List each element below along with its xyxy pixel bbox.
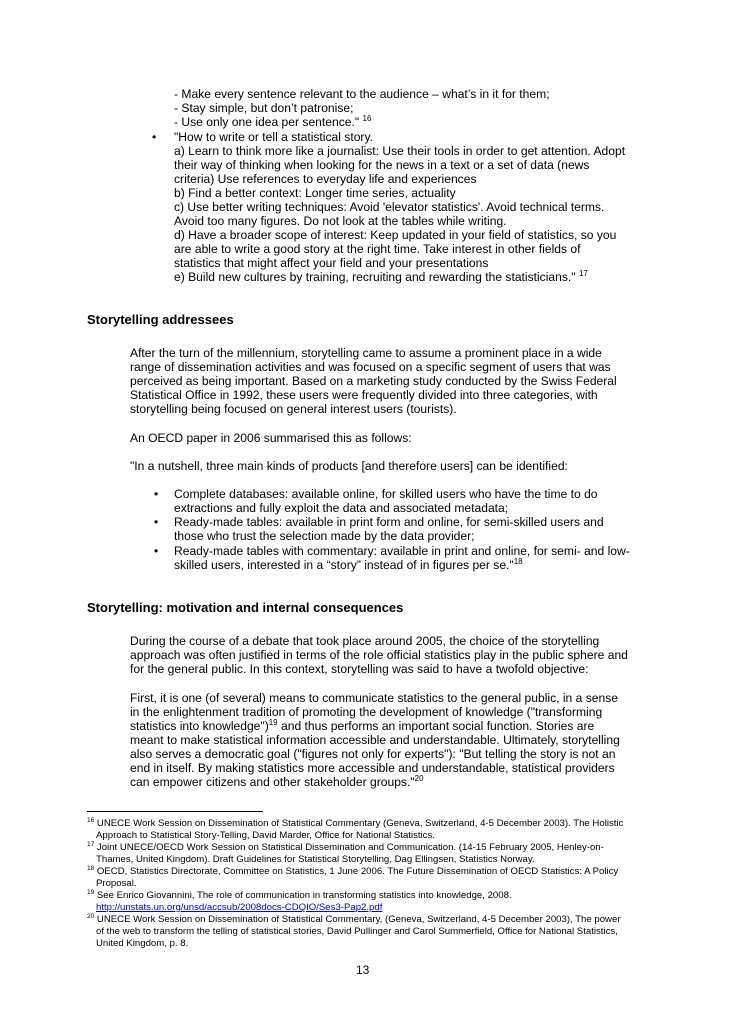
list-item: extractions and fully exploit the data and associated metadata; bbox=[174, 501, 509, 515]
page-number: 13 bbox=[356, 963, 370, 977]
section-heading: Storytelling: motivation and internal consequences bbox=[87, 600, 404, 615]
footnote-ref: 16 bbox=[362, 113, 372, 123]
footnote: $^{16}$ UNECE Work Session on Dissemination of Statistical Commentary (Geneva, Switzerland, 4-5 December 2003). The Holistic bbox=[87, 816, 624, 829]
bullet-icon: • bbox=[154, 544, 159, 558]
section1-para3: "In a nutshell, three main kinds of products [and therefore users] can be identified: bbox=[130, 459, 568, 473]
bullet-icon: • bbox=[154, 487, 159, 501]
footnote-ref: 17 bbox=[578, 268, 588, 278]
text-line: statistics into knowledge")$^{19}$ and thus performs an important social function. Stories are bbox=[130, 717, 595, 733]
bullet-icon: • bbox=[152, 130, 157, 144]
footnote-link[interactable]: http://unstats.un.org/unsd/accsub/2008docs-CDQIO/Ses3-Pap2.pdf bbox=[96, 902, 383, 913]
story-line: criteria) Use references to everyday life and experiences bbox=[174, 172, 477, 186]
text-line: After the turn of the millennium, storytelling came to assume a prominent place in a wide bbox=[130, 346, 602, 360]
sub-item: - Make every sentence relevant to the audience – what’s in it for them; bbox=[174, 87, 550, 101]
text-line: also serves a democratic goal ("figures not only for experts"): "But telling the story is not an bbox=[130, 747, 616, 761]
list-item: Ready-made tables: available in print form and online, for semi-skilled users and bbox=[174, 515, 604, 529]
story-line: their way of thinking when looking for the news in a text or a set of data (news bbox=[174, 158, 590, 172]
footnote-divider bbox=[87, 811, 263, 812]
text-line: During the course of a debate that took place around 2005, the choice of the storytelling bbox=[130, 634, 600, 648]
text-line: meant to make statistical information accessible and understandable. Ultimately, storytelling bbox=[130, 733, 620, 747]
list-item: those who trust the selection made by the data provider; bbox=[174, 529, 475, 543]
story-line: a) Learn to think more like a journalist: Use their tools in order to get attention. Adopt bbox=[174, 144, 626, 158]
footnote: $^{19}$ See Enrico Giovannini, The role of communication in transforming statistics into knowledge, 2008. bbox=[87, 888, 512, 901]
list-item: skilled users, interested in a “story” instead of in figures per se."$^{18}$ bbox=[174, 556, 523, 572]
footnote-cont: Proposal. bbox=[96, 878, 137, 889]
list-item: Ready-made tables with commentary: available in print and online, for semi- and low- bbox=[174, 544, 630, 558]
bullet-icon: • bbox=[154, 515, 159, 529]
footnote: $^{20}$ UNECE Work Session on Dissemination of Statistical Commentary, (Geneva, Switzerland, 4-5 December 2003), The power bbox=[87, 912, 621, 925]
text-line: for the general public. In this context, storytelling was said to have a twofold objective: bbox=[130, 662, 589, 676]
footnote-cont: Approach to Statistical Story-Telling, David Marder, Office for National Statistics. bbox=[96, 830, 435, 841]
footnote-cont: of the web to transform the telling of statistical stories, David Pullinger and Carol Summerfield, Office for National Statistics, bbox=[96, 926, 618, 937]
sub-item: - Stay simple, but don’t patronise; bbox=[174, 101, 354, 115]
footnote-ref: 18 bbox=[513, 556, 523, 566]
text-line: storytelling being focused on general interest users (tourists). bbox=[130, 402, 457, 416]
story-line: are able to write a good story at the right time. Take interest in other fields of bbox=[174, 242, 581, 256]
footnote-cont: Thames, United Kingdom). Draft Guidelines for Statistical Storytelling, Dag Ellingsen, Statistics Norway. bbox=[96, 854, 535, 865]
story-line: d) Have a broader scope of interest: Keep updated in your field of statistics, so you bbox=[174, 228, 617, 242]
text-line: range of dissemination activities and was focused on a specific segment of users that was bbox=[130, 360, 611, 374]
text-line: perceived as being important. Based on a marketing study conducted by the Swiss Federal bbox=[130, 374, 617, 388]
footnote-ref: 20 bbox=[414, 773, 424, 783]
footnote-cont: United Kingdom, p. 8. bbox=[96, 938, 189, 949]
story-line: c) Use better writing techniques: Avoid 'elevator statistics'. Avoid technical terms. bbox=[174, 200, 605, 214]
text-line: First, it is one (of several) means to communicate statistics to the general public, in a sense bbox=[130, 691, 618, 705]
footnote: $^{17}$ Joint UNECE/OECD Work Session on Statistical Dissemination and Communication. (14-15 February 2005, Henley-on- bbox=[87, 840, 604, 853]
story-line: b) Find a better context: Longer time series, actuality bbox=[174, 186, 456, 200]
text-line: approach was often justified in terms of the role official statistics play in the public sphere and bbox=[130, 648, 628, 662]
section1-para2: An OECD paper in 2006 summarised this as follows: bbox=[130, 431, 412, 445]
footnote-ref: 19 bbox=[268, 717, 278, 727]
story-line: statistics that might affect your field and your presentations bbox=[174, 256, 489, 270]
section-heading: Storytelling addressees bbox=[87, 312, 234, 327]
text-line: can empower citizens and other stakeholder groups."$^{20}$ bbox=[130, 773, 424, 789]
sub-item: - Use only one idea per sentence." $^{16}$ bbox=[174, 113, 372, 129]
footnote: $^{18}$ OECD, Statistics Directorate, Committee on Statistics, 1 June 2006. The Future Dissemination of OECD Statistics: A Policy bbox=[87, 864, 619, 877]
text-line: Statistical Office in 1992, these users were frequently divided into three categories, with bbox=[130, 388, 598, 402]
text-line: end in itself. By making statistics more accessible and understandable, statistical providers bbox=[130, 761, 615, 775]
story-line: "How to write or tell a statistical story. bbox=[174, 130, 373, 144]
list-item: Complete databases: available online, for skilled users who have the time to do bbox=[174, 487, 598, 501]
story-line: e) Build new cultures by training, recruiting and rewarding the statisticians." $^{17}$ bbox=[174, 268, 588, 284]
story-line: Avoid too many figures. Do not look at the tables while writing. bbox=[174, 214, 507, 228]
text-line: in the enlightenment tradition of promoting the development of knowledge ("transforming bbox=[130, 705, 603, 719]
